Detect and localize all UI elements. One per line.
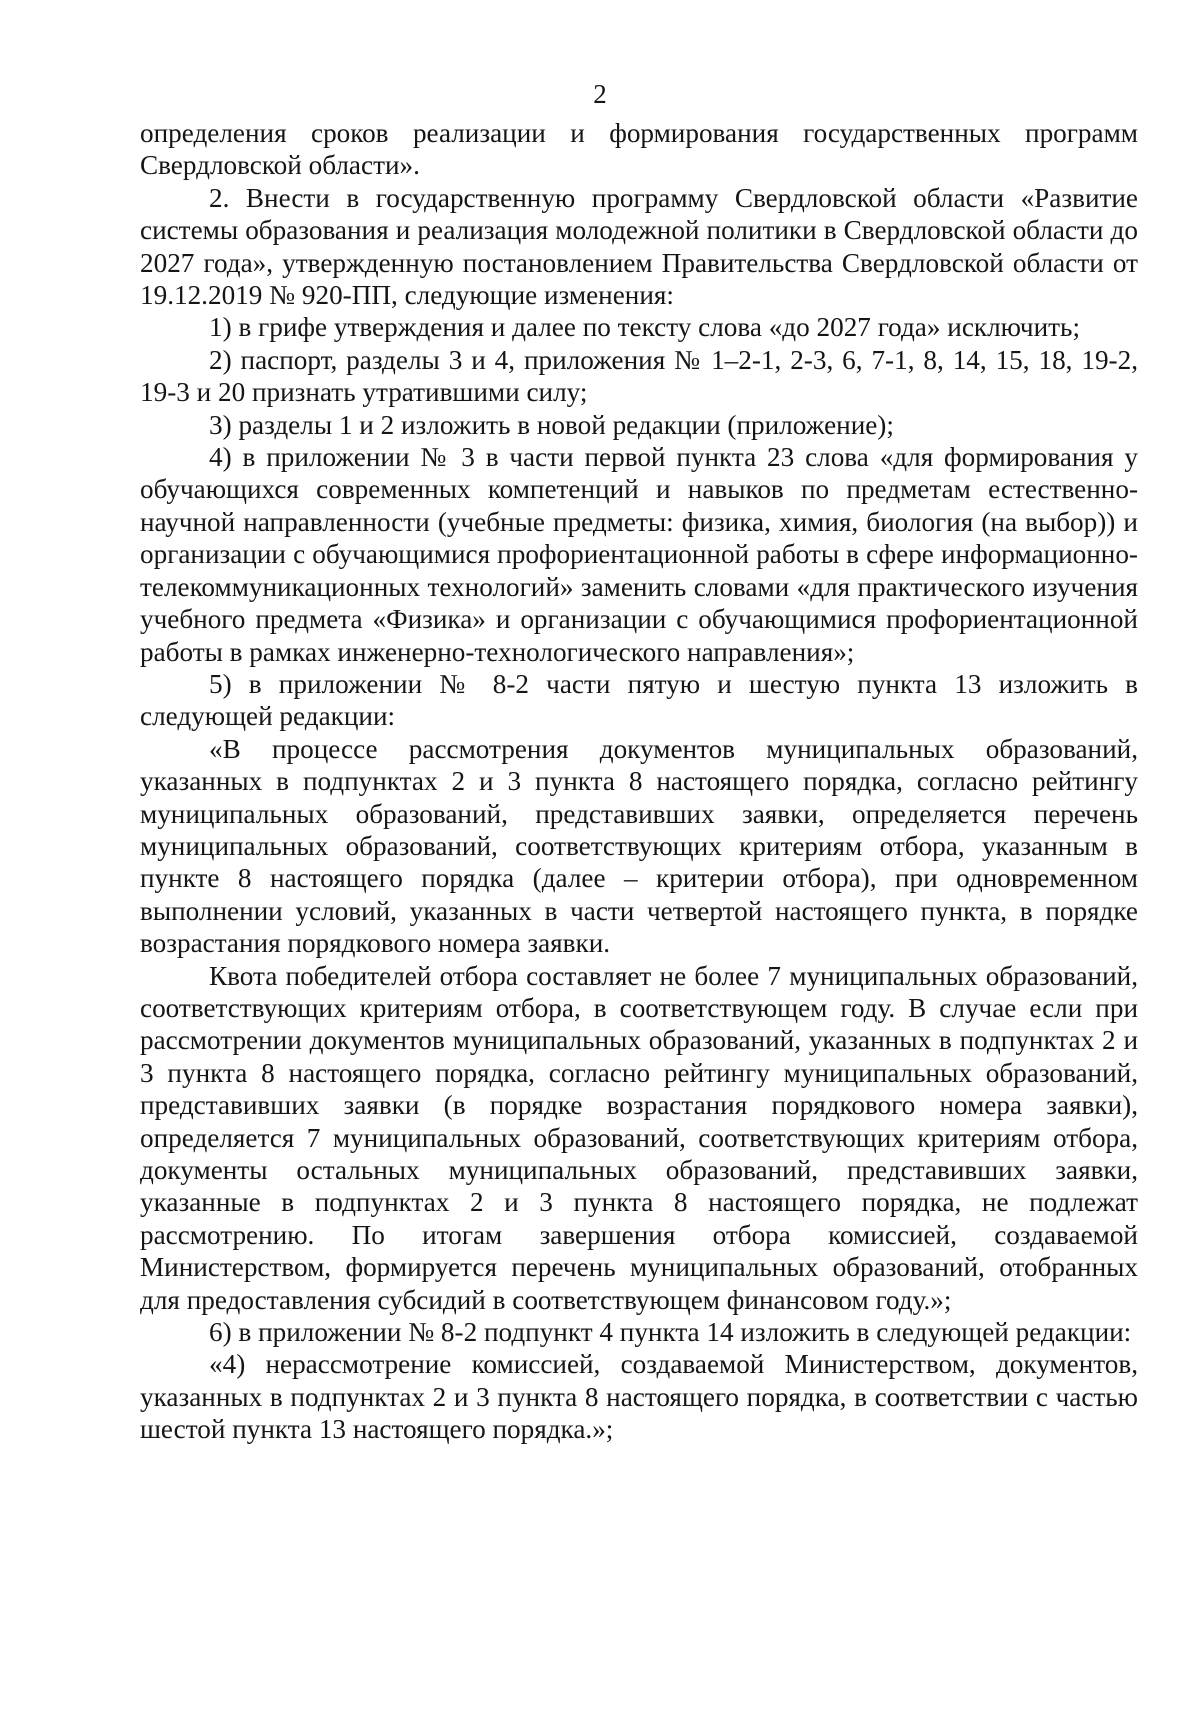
paragraph-subitem-2: 2) паспорт, разделы 3 и 4, приложения № 1–2-1, 2-3, 6, 7-1, 8, 14, 15, 18, 19-2, 19-3 и 20 признать утратившими силу;	[140, 344, 1138, 408]
paragraph-subitem-5: 5) в приложении № 8-2 части пятую и шестую пункта 13 изложить в следующей редакции:	[140, 668, 1138, 732]
quoted-paragraph-3: «4) нерассмотрение комиссией, создаваемой Министерством, документов, указанных в подпунктах 2 и 3 пункта 8 настоящего порядка, в соответствии с частью шестой пункта 13 настоящего порядка.»;	[140, 1349, 1138, 1445]
quoted-paragraph-1: «В процессе рассмотрения документов муниципальных образований, указанных в подпунктах 2 и 3 пункта 8 настоящего порядка, согласно рейтингу муниципальных образований, представивших заявки, определяется перечень муниципальных образований, соответствующих критериям отбора, указанным в пункте 8 настоящего порядка (далее – критерии отбора), при одновременном выполнении условий, указанных в части четвертой настоящего пункта, в порядке возрастания порядкового номера заявки.	[140, 733, 1138, 959]
paragraph-subitem-6: 6) в приложении № 8-2 подпункт 4 пункта 14 изложить в следующей редакции:	[209, 1317, 1132, 1348]
paragraph-subitem-1: 1) в грифе утверждения и далее по тексту слова «до 2027 года» исключить;	[209, 312, 1080, 343]
paragraph-subitem-3: 3) разделы 1 и 2 изложить в новой редакции (приложение);	[209, 409, 894, 440]
document-body	[140, 117, 1138, 1446]
page-number: 2	[593, 79, 607, 109]
paragraph-subitem-4: 4) в приложении № 3 в части первой пункта 23 слова «для формирования у обучающихся современных компетенций и навыков по предметам естественно-научной направленности (учебные предметы: физика, химия, биология (на выбор)) и организации с обучающимися профориентационной работы в сфере информационно-телекоммуникационных технологий» заменить словами «для практического изучения учебного предмета «Физика» и организации с обучающимися профориентационной работы в рамках инженерно-технологического направления»;	[140, 442, 1138, 667]
paragraph-continuation: определения сроков реализации и формирования государственных программ Свердловской области».	[140, 118, 1138, 181]
quoted-paragraph-2: Квота победителей отбора составляет не более 7 муниципальных образований, соответствующих критериям отбора, в соответствующем году. В случае если при рассмотрении документов муниципальных образований, указанных в подпунктах 2 и 3 пункта 8 настоящего порядка, согласно рейтингу муниципальных образований, представивших заявки (в порядке возрастания порядкового номера заявки), определяется 7 муниципальных образований, соответствующих критериям отбора, документы остальных муниципальных образований, представивших заявки, указанные в подпунктах 2 и 3 пункта 8 настоящего порядка, не подлежат рассмотрению. По итогам завершения отбора комиссией, создаваемой Министерством, формируется перечень муниципальных образований, отобранных для предоставления субсидий в соответствующем финансовом году.»;	[140, 960, 1138, 1315]
paragraph-item-2: 2. Внести в государственную программу Свердловской области «Развитие системы образования и реализация молодежной политики в Свердловской области до 2027 года», утвержденную постановлением Правительства Свердловской области от 19.12.2019 № 920-ПП, следующие изменения:	[140, 182, 1138, 311]
